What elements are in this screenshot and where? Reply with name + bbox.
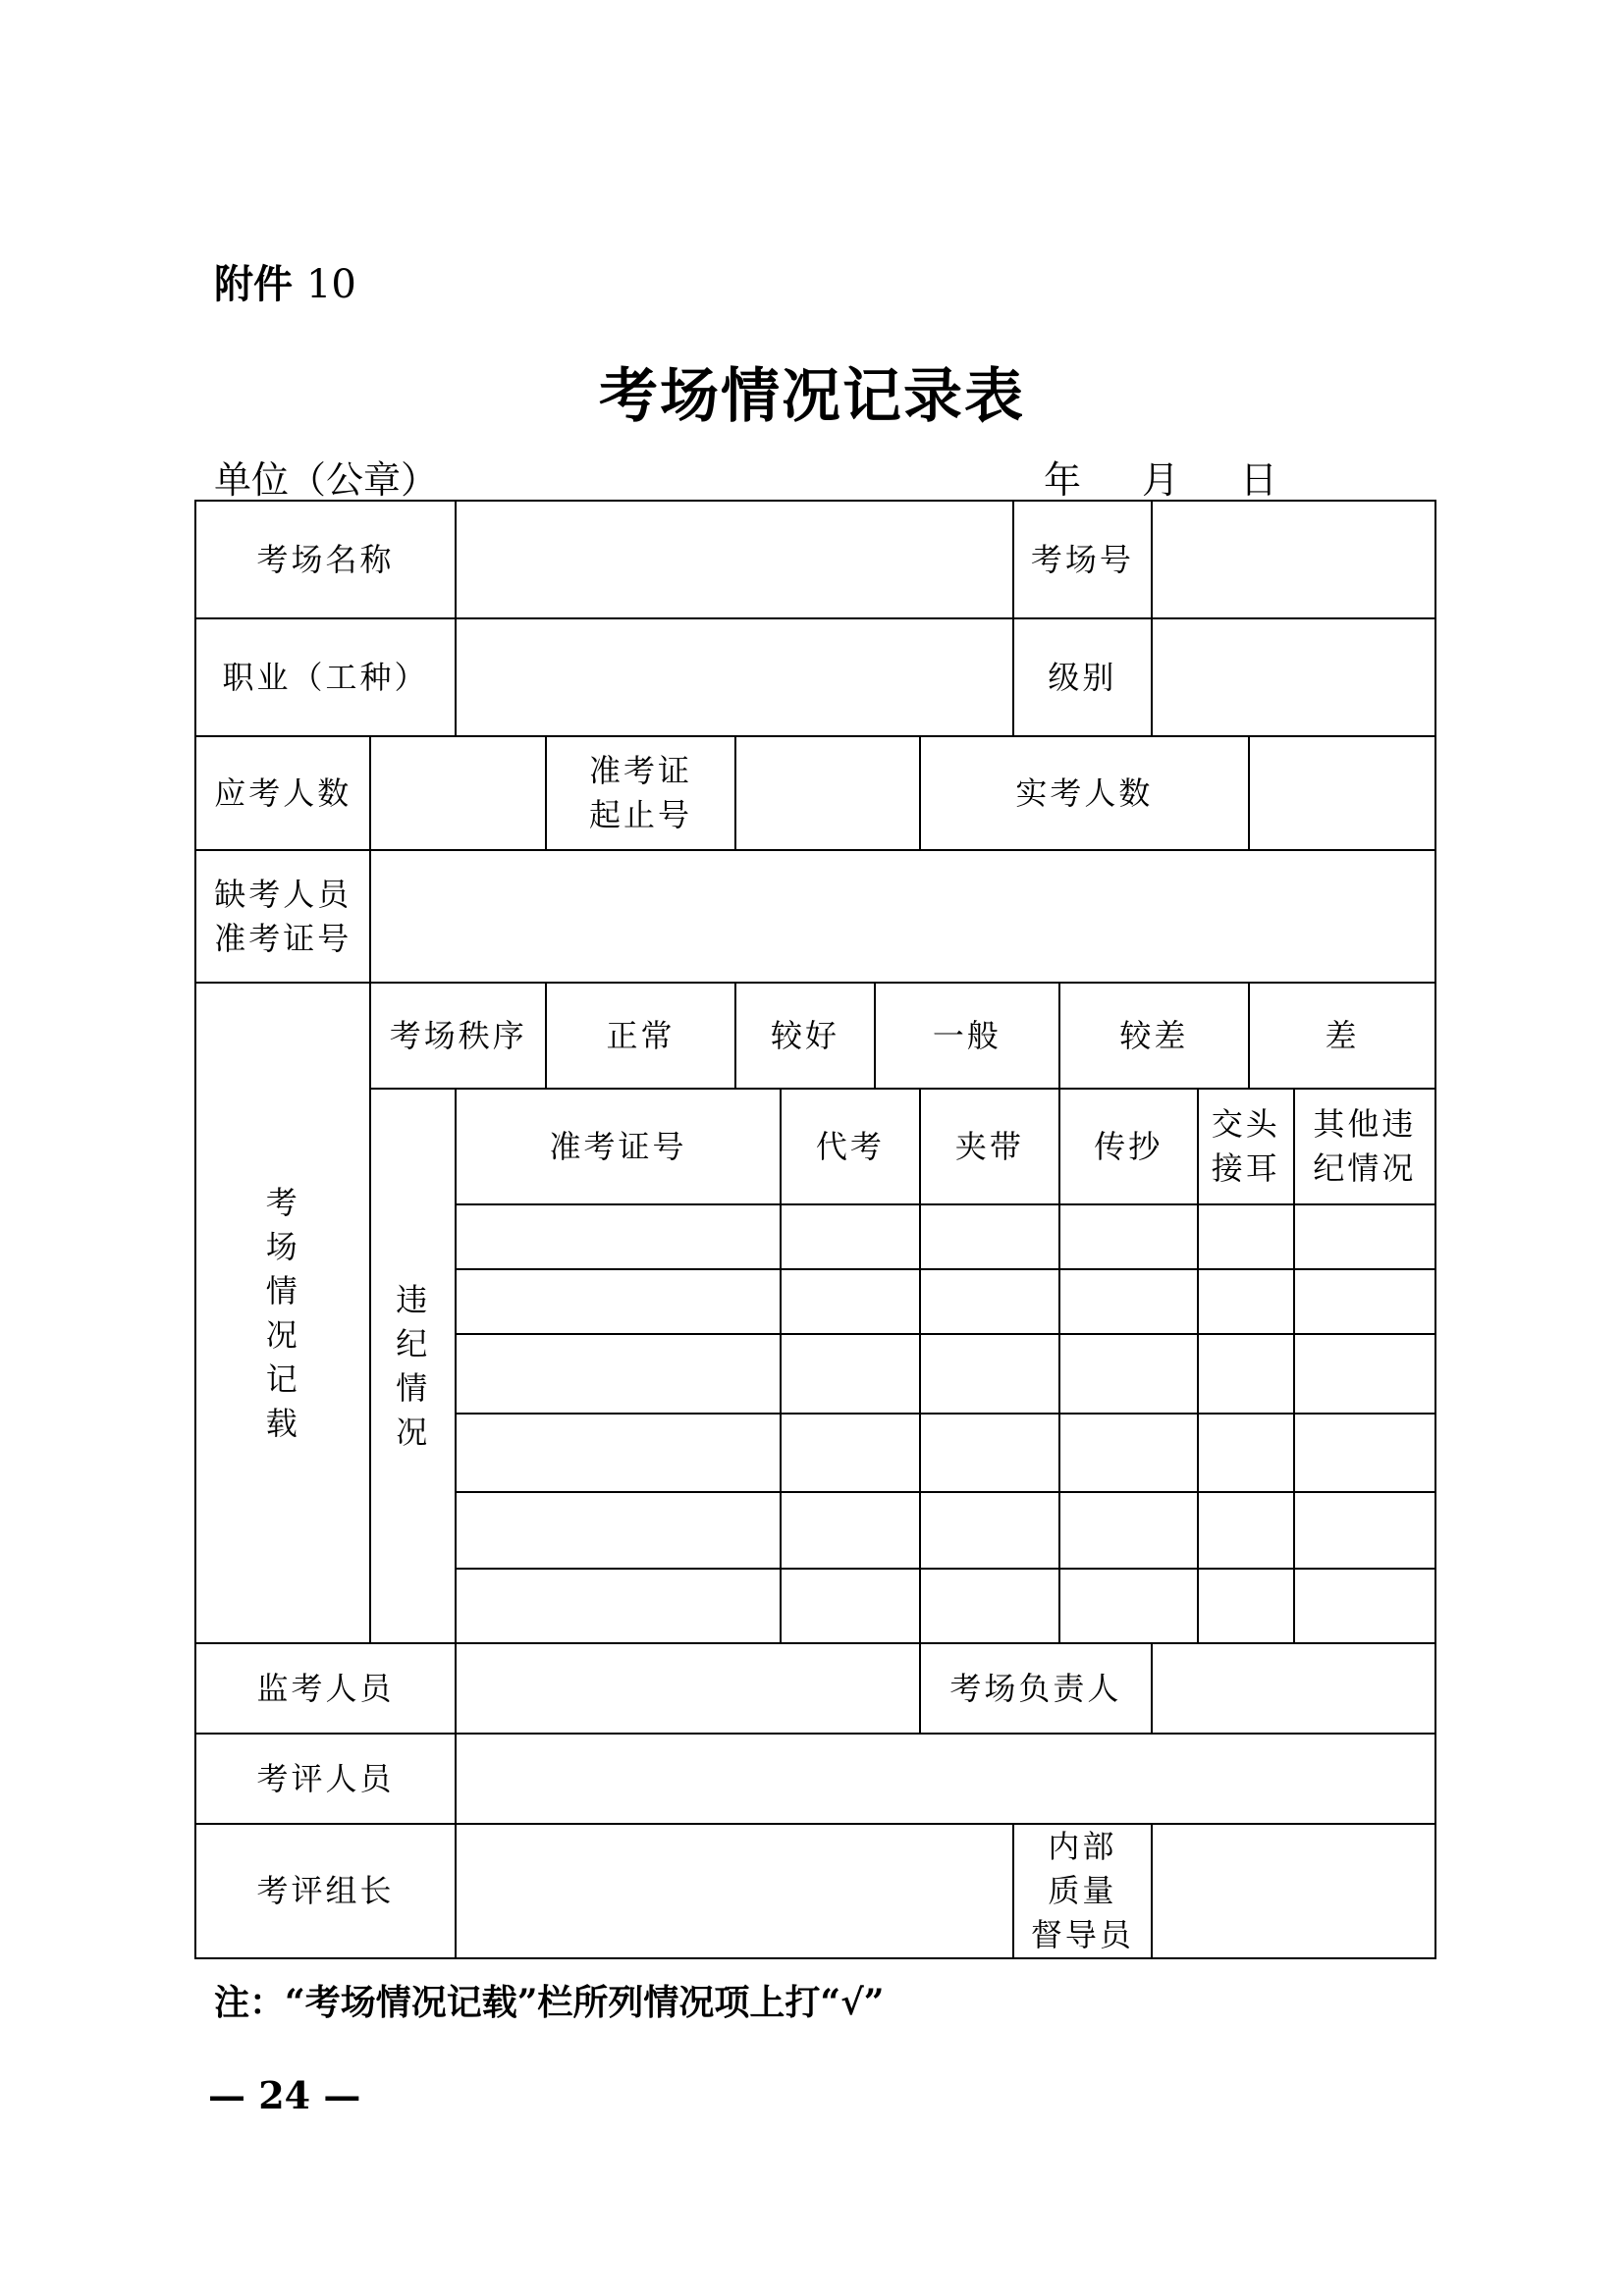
violation-cell-whisper[interactable] xyxy=(1198,1334,1294,1414)
absent-label xyxy=(195,850,370,983)
row-order xyxy=(195,983,1435,1089)
violation-cell-copy[interactable] xyxy=(1059,1334,1198,1414)
violation-cell-whisper[interactable] xyxy=(1198,1204,1294,1269)
violation-cell-copy[interactable] xyxy=(1059,1492,1198,1569)
violation-col-ticket-no: 准考证号 xyxy=(456,1089,781,1204)
violation-cell-copy[interactable] xyxy=(1059,1269,1198,1334)
violation-cell-substitute[interactable] xyxy=(781,1414,920,1492)
violation-col-other-line1: 其他违 xyxy=(1313,1105,1417,1143)
violation-cell-other[interactable] xyxy=(1294,1569,1435,1643)
supervisor-label-line2: 质量 xyxy=(1048,1872,1117,1909)
actual-count-field[interactable] xyxy=(1249,736,1435,850)
violation-cell-substitute[interactable] xyxy=(781,1269,920,1334)
room-head-label: 考场负责人 xyxy=(920,1643,1152,1734)
violation-col-smuggle: 夹带 xyxy=(920,1089,1059,1204)
violation-col-other-line2: 纪情况 xyxy=(1313,1149,1417,1187)
attachment-label xyxy=(214,253,356,309)
violation-cell-other[interactable] xyxy=(1294,1269,1435,1334)
violation-cell-smuggle[interactable] xyxy=(920,1334,1059,1414)
room-head-field[interactable] xyxy=(1152,1643,1435,1734)
supervisor-label-line1: 内部 xyxy=(1048,1828,1117,1865)
violation-col-other xyxy=(1294,1089,1435,1204)
violation-cell-whisper[interactable] xyxy=(1198,1269,1294,1334)
evaluator-leader-field[interactable] xyxy=(456,1824,1013,1958)
row-occupation xyxy=(195,618,1435,736)
evaluator-label: 考评人员 xyxy=(195,1734,456,1824)
order-option-normal[interactable]: 正常 xyxy=(546,983,735,1089)
violation-col-copy: 传抄 xyxy=(1059,1089,1198,1204)
violation-cell-smuggle[interactable] xyxy=(920,1269,1059,1334)
exam-room-no-label: 考场号 xyxy=(1013,501,1152,618)
ticket-range-label-line1: 准考证 xyxy=(588,752,692,789)
violation-cell-copy[interactable] xyxy=(1059,1204,1198,1269)
violation-cell-whisper[interactable] xyxy=(1198,1492,1294,1569)
order-option-bad[interactable]: 差 xyxy=(1249,983,1435,1089)
violation-col-whisper-line2: 接耳 xyxy=(1211,1149,1280,1187)
supervisor-label-line3: 督导员 xyxy=(1030,1916,1134,1953)
violation-cell-substitute[interactable] xyxy=(781,1204,920,1269)
violation-cell-other[interactable] xyxy=(1294,1414,1435,1492)
row-counts xyxy=(195,736,1435,850)
evaluator-leader-label: 考评组长 xyxy=(195,1824,456,1958)
row-evaluator xyxy=(195,1734,1435,1824)
violation-label-text: 违纪情况 xyxy=(396,1280,431,1451)
actual-count-label: 实考人数 xyxy=(920,736,1249,850)
expected-count-field[interactable] xyxy=(370,736,545,850)
violation-col-whisper-line1: 交头 xyxy=(1211,1105,1280,1143)
violation-cell-copy[interactable] xyxy=(1059,1569,1198,1643)
attachment-number: 10 xyxy=(305,262,356,307)
invigilator-label: 监考人员 xyxy=(195,1643,456,1734)
situation-label xyxy=(195,983,370,1643)
ticket-range-field[interactable] xyxy=(735,736,920,850)
violation-cell-smuggle[interactable] xyxy=(920,1414,1059,1492)
attachment-text: 附件 xyxy=(214,261,293,307)
violation-cell-copy[interactable] xyxy=(1059,1414,1198,1492)
row-violation-header xyxy=(195,1089,1435,1204)
violation-cell-other[interactable] xyxy=(1294,1204,1435,1269)
day-label: 日 xyxy=(1240,458,1278,502)
violation-cell-ticket-no[interactable] xyxy=(456,1334,781,1414)
supervisor-field[interactable] xyxy=(1152,1824,1435,1958)
exam-room-no-field[interactable] xyxy=(1152,501,1435,618)
order-option-good[interactable]: 较好 xyxy=(735,983,875,1089)
violation-cell-ticket-no[interactable] xyxy=(456,1492,781,1569)
violation-cell-ticket-no[interactable] xyxy=(456,1414,781,1492)
row-evaluator-leader xyxy=(195,1824,1435,1958)
situation-label-text: 考场情况记载 xyxy=(265,1183,300,1442)
ticket-range-label-line2: 起止号 xyxy=(588,796,692,833)
violation-cell-other[interactable] xyxy=(1294,1334,1435,1414)
absent-label-line1: 缺考人员 xyxy=(214,875,352,913)
row-absent xyxy=(195,850,1435,983)
violation-cell-ticket-no[interactable] xyxy=(456,1569,781,1643)
unit-seal-label: 单位（公章） xyxy=(214,458,439,502)
violation-col-whisper xyxy=(1198,1089,1294,1204)
violation-cell-ticket-no[interactable] xyxy=(456,1204,781,1269)
exam-room-record-form xyxy=(194,500,1436,1959)
evaluator-field[interactable] xyxy=(456,1734,1435,1824)
violation-cell-whisper[interactable] xyxy=(1198,1569,1294,1643)
occupation-label: 职业（工种） xyxy=(195,618,456,736)
order-label: 考场秩序 xyxy=(370,983,545,1089)
year-label: 年 xyxy=(1044,458,1082,502)
violation-cell-substitute[interactable] xyxy=(781,1334,920,1414)
violation-cell-whisper[interactable] xyxy=(1198,1414,1294,1492)
page-title: 考场情况记录表 xyxy=(599,362,1025,431)
violation-cell-other[interactable] xyxy=(1294,1492,1435,1569)
level-field[interactable] xyxy=(1152,618,1435,736)
order-option-average[interactable]: 一般 xyxy=(875,983,1059,1089)
violation-cell-substitute[interactable] xyxy=(781,1492,920,1569)
absent-field[interactable] xyxy=(370,850,1435,983)
footnote: 注：“考场情况记载”栏所列情况项上打“√” xyxy=(214,1982,885,2023)
month-label: 月 xyxy=(1142,458,1180,502)
violation-label xyxy=(370,1089,456,1643)
row-invigilator xyxy=(195,1643,1435,1734)
exam-room-name-label: 考场名称 xyxy=(195,501,456,618)
violation-cell-substitute[interactable] xyxy=(781,1569,920,1643)
violation-cell-ticket-no[interactable] xyxy=(456,1269,781,1334)
order-option-poor[interactable]: 较差 xyxy=(1059,983,1249,1089)
row-exam-room xyxy=(195,501,1435,618)
violation-cell-smuggle[interactable] xyxy=(920,1492,1059,1569)
invigilator-field[interactable] xyxy=(456,1643,920,1734)
ticket-range-label xyxy=(546,736,735,850)
level-label: 级别 xyxy=(1013,618,1152,736)
occupation-field[interactable] xyxy=(456,618,1013,736)
page-number: — 24 — xyxy=(208,2073,361,2117)
violation-cell-smuggle[interactable] xyxy=(920,1569,1059,1643)
supervisor-label xyxy=(1013,1824,1152,1958)
absent-label-line2: 准考证号 xyxy=(214,919,352,957)
violation-col-substitute: 代考 xyxy=(781,1089,920,1204)
violation-cell-smuggle[interactable] xyxy=(920,1204,1059,1269)
expected-count-label: 应考人数 xyxy=(195,736,370,850)
exam-room-name-field[interactable] xyxy=(456,501,1013,618)
